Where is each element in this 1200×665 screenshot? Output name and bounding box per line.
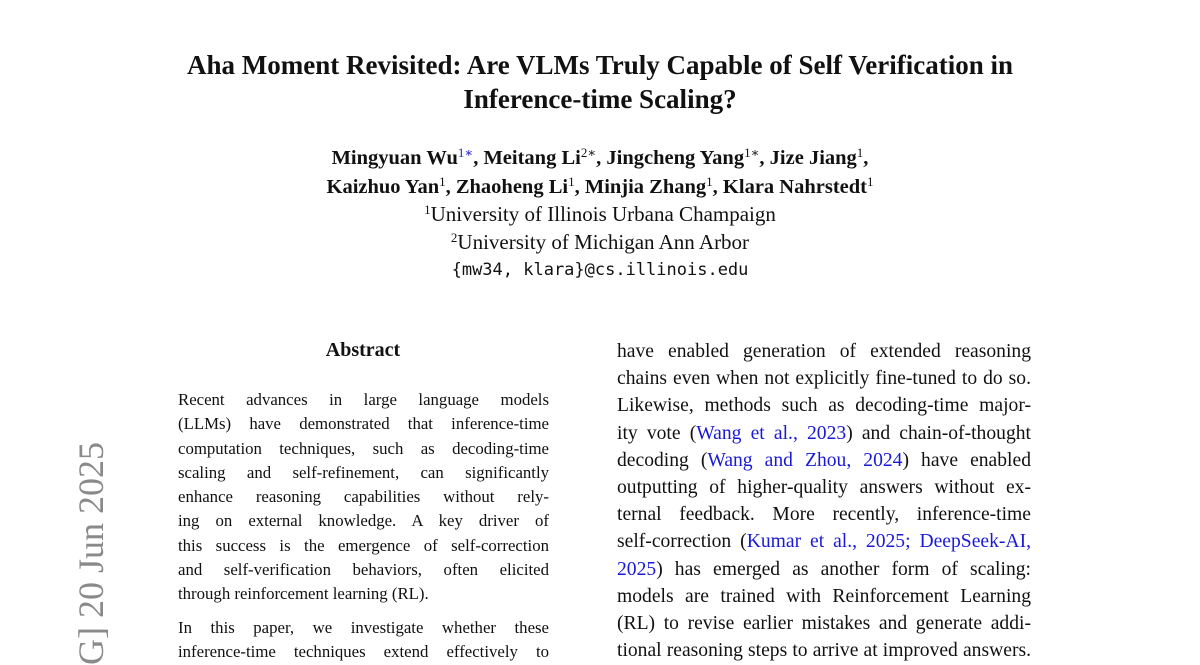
text-line: inference-time techniques extend effectively to [178,642,549,662]
text-line: scaling and self-refinement, can significantly [178,462,549,482]
arxiv-stamp-text: G] 20 Jun 2025 [71,442,111,665]
author-name: Klara Nahrstedt [722,176,867,198]
text-line: (LLMs) have demonstrated that inference-time [178,414,549,434]
author-name: Zhaoheng Li [455,176,569,198]
text-line: outputting of higher-quality answers without ex- [617,476,1031,498]
citation-link[interactable]: Wang and Zhou, 2024 [707,449,903,471]
title-line-2: Inference-time Scaling? [463,84,737,114]
author-name: Jingcheng Yang [606,147,745,169]
affiliation-name: University of Illinois Urbana Champaign [430,202,776,226]
abstract-heading: Abstract [325,339,401,361]
text-line: computation techniques, such as decoding-time [178,438,549,458]
text-line: (RL) to revise earlier mistakes and generate addi- [617,612,1031,634]
author-affil-mark: 1 [856,145,864,160]
text-line: ing on external knowledge. A key driver of [178,511,549,531]
paper-title [100,48,1100,116]
author-affil-mark: 1 [866,174,874,189]
citation-link[interactable]: Wang et al., 2023 [696,422,847,444]
author-name: Minjia Zhang [584,176,707,198]
text-line [617,528,1031,555]
author-affil-mark: 1 [439,174,446,189]
author-affil-mark[interactable]: 1∗ [457,145,474,160]
authors-line-2: Kaizhuo Yan$^1$, Zhaoheng Li$^1$, Minjia Zhang$^1$, Klara Nahrstedt$^1$ [326,174,874,198]
contact-email: {mw34, klara}@cs.illinois.edu [451,260,749,280]
text-line: and self-verification behaviors, often elicited [178,560,549,580]
text-span: ) has emerged as another form of scaling: [656,558,1031,580]
text-line: Recent advances in large language models [178,390,549,409]
text-line: In this paper, we investigate whether these [178,618,549,637]
authors-line-1: Mingyuan $Wu^{1∗}$, Meitang $Li^{2∗}$, Jingcheng Yang$^{1∗}$, Jize Jiang$^1$, [331,145,869,169]
text-span: self-correction ( [617,531,747,553]
text-span: ) and chain-of-thought [846,422,1031,444]
affiliation-list [100,200,1100,256]
text-line: have enabled generation of extended reasoning [617,341,1031,362]
text-line [617,420,1031,447]
text-line: through reinforcement learning (RL). [178,584,429,604]
author-name: Mingyuan Wu [331,147,458,169]
affiliation-mark: 1 [424,202,431,217]
author-affil-mark: 1 [706,174,713,189]
author-name: Kaizhuo Yan [326,176,440,198]
text-line: this success is the emergence of self-correction [178,535,549,555]
text-line: Likewise, methods such as decoding-time major- [617,395,1031,417]
citation-link[interactable]: 2025 [617,558,657,580]
text-span: ity vote ( [617,422,697,444]
text-span: ) have enabled [902,449,1031,471]
author-name: Jize Jiang [769,147,857,169]
arxiv-stamp [23,395,111,665]
text-line: ternal feedback. More recently, inference-time [617,504,1031,526]
author-affil-mark: 1∗ [744,145,760,160]
affiliation-mark: 2 [450,230,458,245]
affiliation-name: University of Michigan Ann Arbor [457,230,750,254]
author-affil-mark: 1 [568,174,575,189]
text-line [617,556,1031,583]
text-line: chains even when not explicitly fine-tuned to do so. [617,368,1031,390]
text-line: models are trained with Reinforcement Learning [617,585,1031,607]
text-span: decoding ( [617,449,708,471]
abstract-paragraph-1 [178,388,549,607]
title-line-1: Aha Moment Revisited: Are VLMs Truly Capable of Self Verification in [187,50,1013,80]
affiliation [100,200,1100,228]
author-affil-mark: 2∗ [580,145,597,160]
citation-link[interactable]: Kumar et al., 2025; DeepSeek-AI, [746,531,1031,553]
text-line [617,447,1031,474]
text-line: tional reasoning steps to arrive at improved answers. [617,640,1031,662]
author-list [100,144,1100,202]
author-name: Meitang Li [483,147,581,169]
text-line: enhance reasoning capabilities without rely- [178,487,549,507]
intro-column [617,338,1031,664]
affiliation [100,228,1100,256]
abstract-paragraph-2 [178,616,549,665]
